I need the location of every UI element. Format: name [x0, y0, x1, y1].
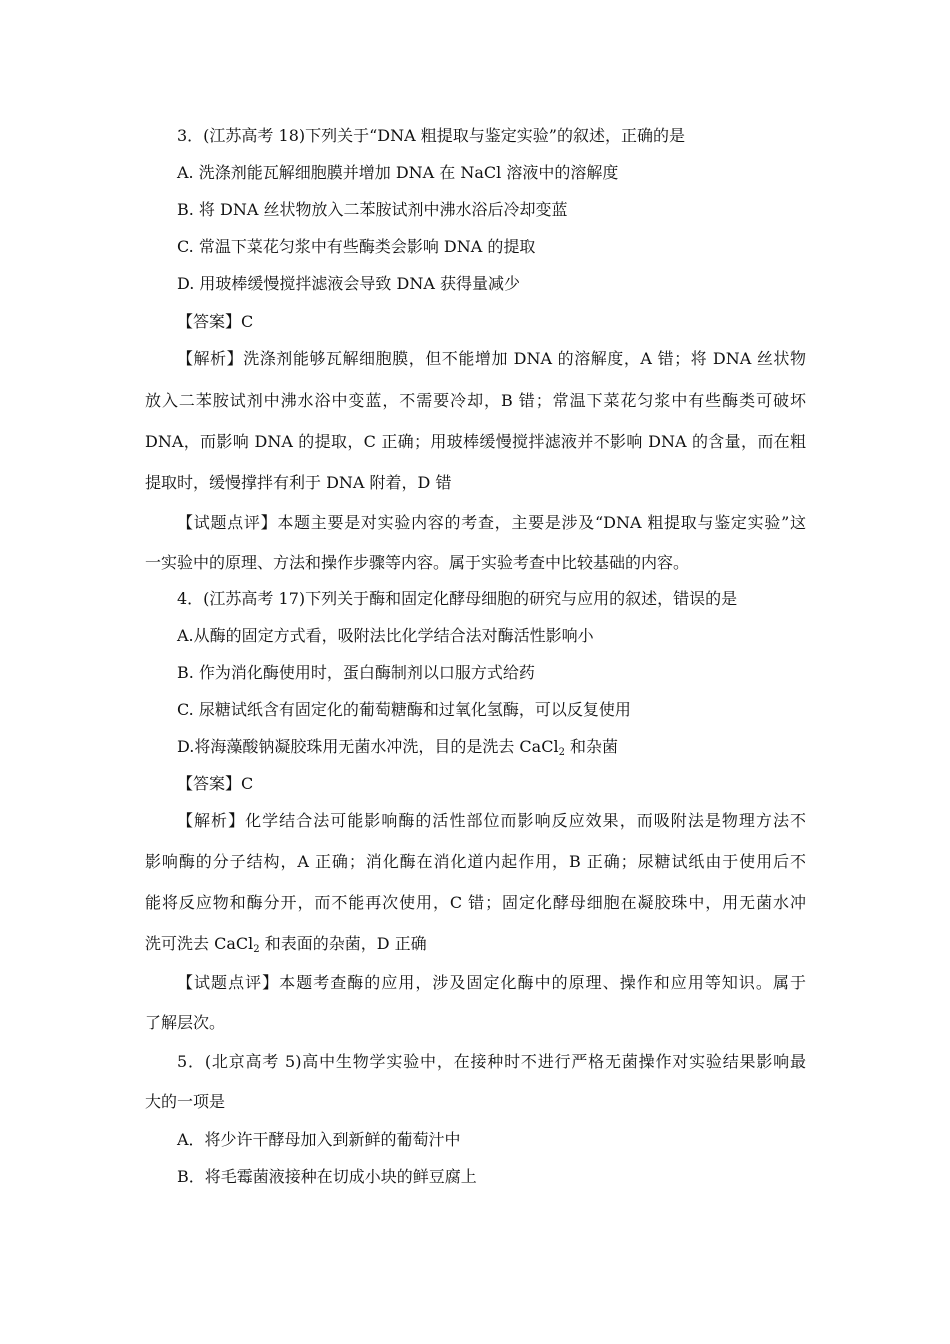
- q5-option-b: B．将毛霉菌液接种在切成小块的鲜豆腐上: [177, 1167, 477, 1186]
- q4-stem: 4．(江苏高考 17)下列关于酶和固定化酵母细胞的研究与应用的叙述，错误的是: [177, 589, 738, 608]
- q3-analysis-line: 【解析】洗涤剂能够瓦解细胞膜，但不能增加 DNA 的溶解度，A 错；将 DNA 丝状物: [177, 349, 806, 368]
- q4-option-a: A.从酶的固定方式看，吸附法比化学结合法对酶活性影响小: [177, 626, 594, 645]
- q4-option-c: C. 尿糖试纸含有固定化的葡萄糖酶和过氧化氢酶，可以反复使用: [177, 700, 631, 719]
- q3-comment-line: 【试题点评】本题主要是对实验内容的考查，主要是涉及“DNA 粗提取与鉴定实验”这: [177, 513, 806, 532]
- q3-analysis-line: 提取时，缓慢撑拌有利于 DNA 附着，D 错: [145, 473, 452, 492]
- q4-option-d-text: D.将海藻酸钠凝胶珠用无菌水冲洗，目的是洗去 CaCl: [177, 737, 559, 756]
- q3-option-b: B. 将 DNA 丝状物放入二苯胺试剂中沸水浴后冷却变蓝: [177, 200, 568, 219]
- q3-option-c: C. 常温下菜花匀浆中有些酶类会影响 DNA 的提取: [177, 237, 536, 256]
- q4-analysis-line: 【解析】化学结合法可能影响酶的活性部位而影响反应效果，而吸附法是物理方法不: [177, 811, 806, 830]
- q4-analysis-line: 影响酶的分子结构，A 正确；消化酶在消化道内起作用，B 正确；尿糖试纸由于使用后不: [145, 852, 806, 871]
- q4-analysis-last-line: [145, 934, 427, 954]
- q3-option-a: A. 洗涤剂能瓦解细胞膜并增加 DNA 在 NaCl 溶液中的溶解度: [177, 163, 619, 182]
- q3-answer: 【答案】C: [177, 312, 254, 331]
- q3-stem: 3．(江苏高考 18)下列关于“DNA 粗提取与鉴定实验”的叙述，正确的是: [177, 126, 685, 145]
- q5-option-a: A．将少许干酵母加入到新鲜的葡萄汁中: [177, 1130, 461, 1149]
- q4-option-d-tail: 和杂菌: [564, 737, 619, 756]
- q5-stem-line: 大的一项是: [145, 1092, 226, 1111]
- q4-comment-line: 了解层次。: [145, 1013, 226, 1032]
- q4-comment-line: 【试题点评】本题考查酶的应用，涉及固定化酶中的原理、操作和应用等知识。属于: [177, 973, 806, 992]
- q3-comment-line: 一实验中的原理、方法和操作步骤等内容。属于实验考查中比较基础的内容。: [145, 553, 690, 572]
- q3-option-d: D. 用玻棒缓慢搅拌滤液会导致 DNA 获得量减少: [177, 274, 520, 293]
- q4-option-d-subscript: 2: [558, 747, 565, 758]
- q4-analysis-last-text: 洗可洗去 CaCl: [145, 934, 254, 953]
- q4-analysis-line: 能将反应物和酶分开，而不能再次使用，C 错；固定化酵母细胞在凝胶珠中，用无菌水冲: [145, 893, 806, 912]
- q3-analysis-line: DNA，而影响 DNA 的提取，C 正确；用玻棒缓慢搅拌滤液并不影响 DNA 的含量，而在粗: [145, 432, 806, 451]
- q4-analysis-subscript: 2: [253, 944, 260, 955]
- q4-analysis-last-tail: 和表面的杂菌，D 正确: [259, 934, 427, 953]
- q4-answer: 【答案】C: [177, 774, 254, 793]
- q5-stem-line: 5．(北京高考 5)高中生物学实验中，在接种时不进行严格无菌操作对实验结果影响最: [177, 1052, 806, 1071]
- q4-option-b: B. 作为消化酶使用时，蛋白酶制剂以口服方式给药: [177, 663, 535, 682]
- q3-analysis-line: 放入二苯胺试剂中沸水浴中变蓝，不需要冷却，B 错；常温下菜花匀浆中有些酶类可破坏: [145, 391, 806, 410]
- q4-option-d: [177, 737, 618, 757]
